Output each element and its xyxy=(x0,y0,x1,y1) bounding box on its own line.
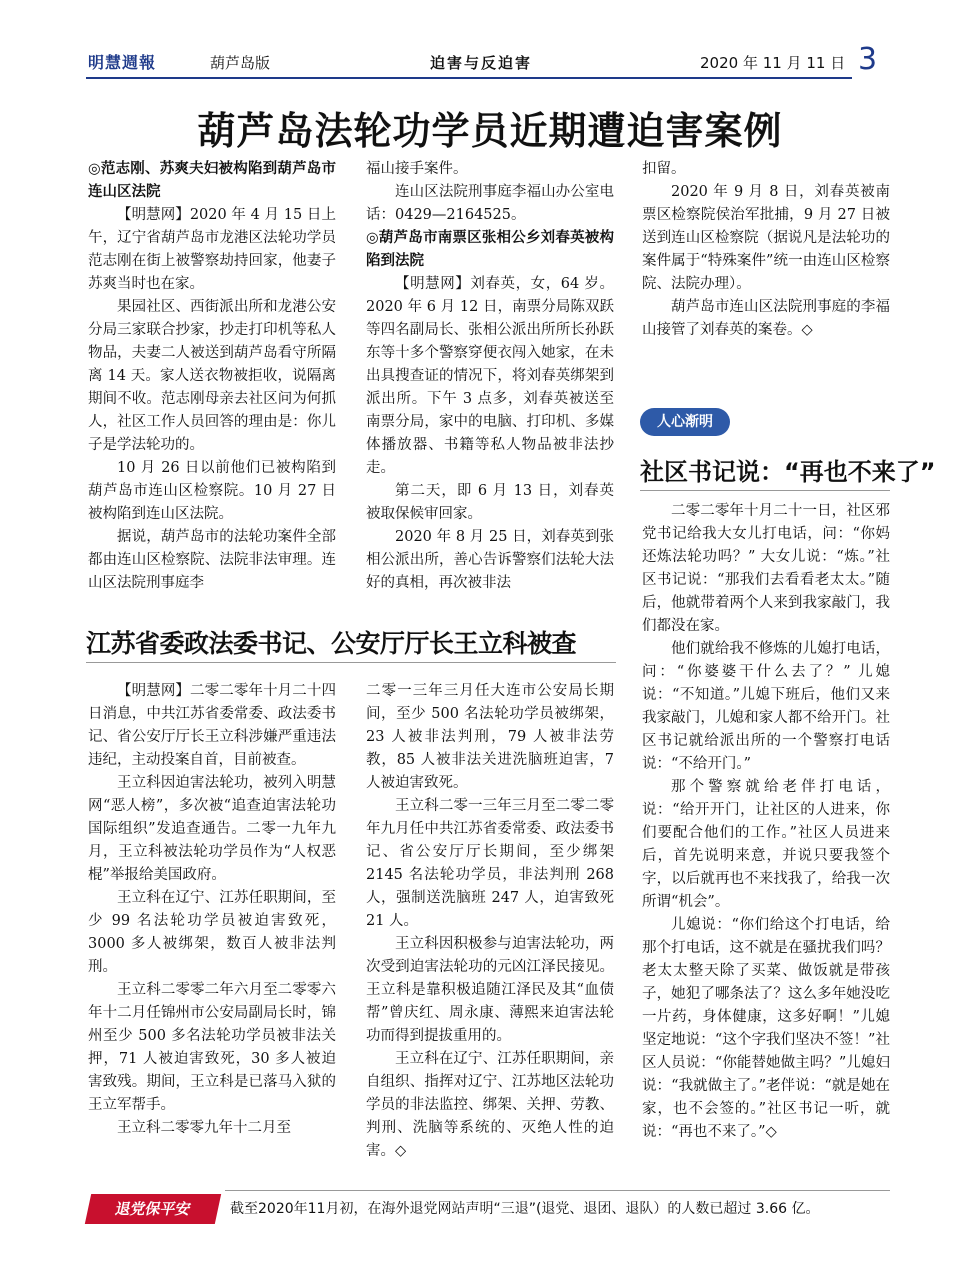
footer-tag: 退党保平安 xyxy=(85,1194,221,1224)
paragraph: 他们就给我不修炼的儿媳打电话，问：“你婆婆干什么去了？” 儿媳说：“不知道。”儿媳下班后，他们又来我家敲门，儿媳和家人都不给开门。社区书记就给派出所的一个警察打电话说：“不给开门。” xyxy=(642,641,890,772)
article1-column-3 xyxy=(642,158,890,393)
article3-headline: 社区书记说：“再也不来了” xyxy=(640,458,936,486)
paragraph: 王立科二零零九年十二月至 xyxy=(117,1120,291,1136)
paragraph: 【明慧网】刘春英，女，64 岁。2020 年 6 月 12 日，南票分局陈双跃等四名副局长、张相公派出所所长孙跃东等十多个警察穿便衣闯入她家，在未出具搜查证的情况下，将刘春英绑架到派出所。下午 3 点多，刘春英被送至南票分局，家中的电脑、打印机、多媒体播放器、书籍等私人物品被非法抄走。 xyxy=(366,276,614,476)
header-rule xyxy=(86,77,852,79)
brand-name: 明慧週報 xyxy=(88,53,157,72)
article1-column-2 xyxy=(366,158,614,613)
article3-body xyxy=(642,500,890,1178)
paragraph: 王立科因积极参与迫害法轮功，两次受到迫害法轮功的元凶江泽民接见。王立科是靠积极追随江泽民及其“血债帮”曾庆红、周永康、薄熙来迫害法轮功而得到提拔重用的。 xyxy=(366,936,614,1044)
paragraph: 果园社区、西街派出所和龙港公安分局三家联合抄家，抄走打印机等私人物品，夫妻二人被送到葫芦岛看守所隔离 14 天。家人送衣物被拒收，说隔离期间不收。范志刚母亲去社区问为何抓人，社区工作人员回答的理由是：你儿子是学法轮功的。 xyxy=(88,299,336,453)
article3-rule xyxy=(640,490,890,491)
page-number: 3 xyxy=(858,42,878,77)
subheading: ◎范志刚、苏爽夫妇被构陷到葫芦岛市连山区法院 xyxy=(88,161,336,200)
footer-rule xyxy=(225,1190,890,1191)
paragraph: 王立科二零零二年六月至二零零六年十二月任锦州市公安局副局长时，锦州至少 500 多名法轮功学员被非法关押，71 人被迫害致死，30 多人被迫害致残。期间，王立科是已落马入狱的王立军帮手。 xyxy=(88,982,336,1113)
article2-column-1 xyxy=(88,680,336,1175)
paragraph: 第二天，即 6 月 13 日，刘春英被取保候审回家。 xyxy=(366,483,614,522)
article2-column-2 xyxy=(366,680,614,1175)
paragraph: 二零一三年三月任大连市公安局长期间，至少 500 名法轮功学员被绑架，23 人被非法判刑，79 人被非法劳教，85 人被非法关进洗脑班迫害，7 人被迫害致死。 xyxy=(366,683,614,791)
paragraph: 10 月 26 日以前他们已被构陷到葫芦岛市连山区检察院。10 月 27 日被构陷到连山区法院。 xyxy=(88,460,336,522)
paragraph: 葫芦岛市连山区法院刑事庭的李福山接管了刘春英的案卷。◇ xyxy=(642,299,890,338)
paragraph: 王立科在辽宁、江苏任职期间，亲自组织、指挥对辽宁、江苏地区法轮功学员的非法监控、绑架、关押、劳教、判刑、洗脑等系统的、灭绝人性的迫害。◇ xyxy=(366,1051,614,1159)
footer-text: 截至2020年11月初，在海外退党网站声明“三退”(退党、退团、退队）的人数已超过 3.66 亿。 xyxy=(230,1201,820,1217)
paragraph: 【明慧网】2020 年 4 月 15 日上午，辽宁省葫芦岛市龙港区法轮功学员范志刚在街上被警察劫持回家，他妻子苏爽当时也在家。 xyxy=(88,207,336,292)
subheading: ◎葫芦岛市南票区张相公乡刘春英被构陷到法院 xyxy=(366,230,614,269)
paragraph: 据说，葫芦岛市的法轮功案件全部都由连山区检察院、法院非法审理。连山区法院刑事庭李 xyxy=(88,529,336,591)
section-badge: 人心渐明 xyxy=(640,408,730,436)
paragraph: 扣留。 xyxy=(642,161,686,177)
paragraph: 儿媳说：“你们给这个打电话，给那个打电话，这不就是在骚扰我们吗？老太太整天除了买菜、做饭就是带孩子，她犯了哪条法了？这么多年她没吃一片药，身体健康，这多好啊！”儿媳坚定地说：“这个字我们坚决不签！”社区人员说：“你能替她做主吗？”儿媳妇说：“我就做主了。”老伴说：“就是她在家，也不会签的。”社区书记一听，就说：“再也不来了。”◇ xyxy=(642,917,890,1140)
issue-date: 2020 年 11 月 11 日 xyxy=(700,54,846,72)
paragraph: 2020 年 8 月 25 日，刘春英到张相公派出所，善心告诉警察们法轮大法好的真相，再次被非法 xyxy=(366,529,614,591)
paragraph: 王立科因迫害法轮功，被列入明慧网“恶人榜”，多次被“追查迫害法轮功国际组织”发追查通告。二零一九年九月，王立科被法轮功学员作为“人权恶棍”举报给美国政府。 xyxy=(88,775,336,883)
section-title: 迫害与反迫害 xyxy=(430,54,533,72)
article2-headline: 江苏省委政法委书记、公安厅厅长王立科被查 xyxy=(86,629,577,658)
paragraph: 【明慧网】二零二零年十月二十四日消息，中共江苏省委常委、政法委书记、省公安厅厅长王立科涉嫌严重违法违纪，主动投案自首，目前被查。 xyxy=(88,683,336,768)
paragraph: 王立科在辽宁、江苏任职期间，至少 99 名法轮功学员被迫害致死，3000 多人被绑架，数百人被非法判刑。 xyxy=(88,890,336,975)
paragraph: 2020 年 9 月 8 日，刘春英被南票区检察院侯治军批捕，9 月 27 日被送到连山区检察院（据说凡是法轮功的案件属于“特殊案件”统一由连山区检察院、法院办理）。 xyxy=(642,184,890,292)
article1-column-1 xyxy=(88,158,336,613)
paragraph: 那个警察就给老伴打电话，说：“给开开门，让社区的人进来，你们要配合他们的工作。”社区人员进来后，首先说明来意，并说只要我签个字，以后就再也不来找我了，给我一次所谓“机会”。 xyxy=(642,779,890,910)
edition-label: 葫芦岛版 xyxy=(210,54,271,72)
article2-rule xyxy=(86,662,616,663)
paragraph: 二零二零年十月二十一日，社区邪党书记给我大女儿打电话，问：“你妈还炼法轮功吗？” 大女儿说：“炼。”社区书记说：“那我们去看看老太太。”随后，他就带着两个人来到我家敲门，我们都没在家。 xyxy=(642,503,890,634)
main-headline: 葫芦岛法轮功学员近期遭迫害案例 xyxy=(197,108,783,153)
paragraph: 连山区法院刑事庭李福山办公室电话：0429—2164525。 xyxy=(366,184,614,223)
paragraph: 福山接手案件。 xyxy=(366,161,468,177)
paragraph: 王立科二零一三年三月至二零二零年九月任中共江苏省委常委、政法委书记、省公安厅厅长期间，至少绑架 2145 名法轮功学员，非法判刑 268 人，强制送洗脑班 247 人，迫害致死 21 人。 xyxy=(366,798,614,929)
